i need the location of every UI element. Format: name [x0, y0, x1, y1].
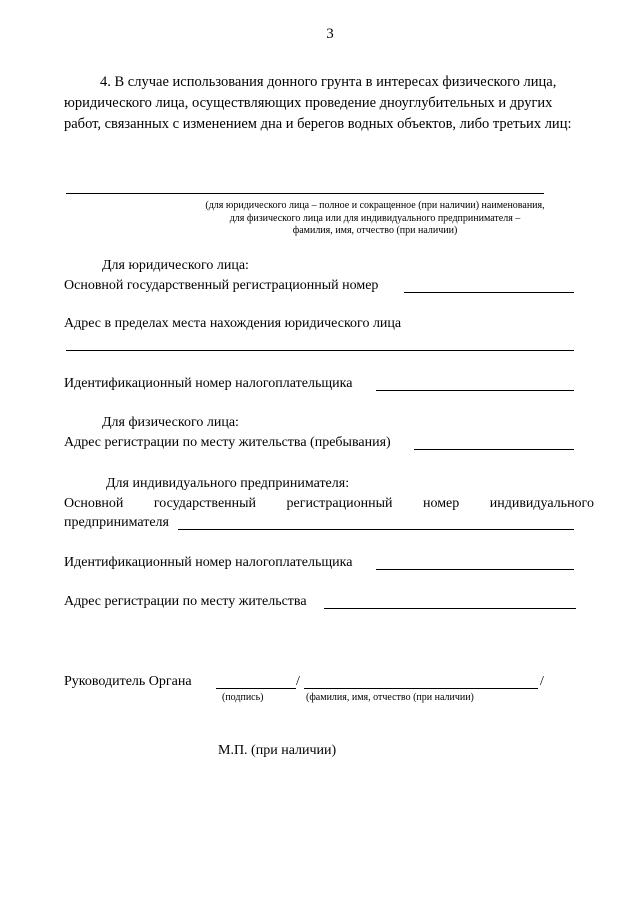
entrepreneur-inn-field-line[interactable] [376, 569, 574, 570]
entrepreneur-inn-label: Идентификационный номер налогоплательщика [64, 555, 353, 570]
stamp-placeholder: М.П. (при наличии) [218, 743, 337, 758]
entrepreneur-address-field-line[interactable] [324, 608, 576, 609]
individual-address-label: Адрес регистрации по месту жительства (пребывания) [64, 435, 391, 450]
note-line-2: для физического лица или для индивидуального предпринимателя – [229, 212, 521, 224]
note-line-3: фамилия, имя, отчество (при наличии) [292, 225, 458, 236]
signature-field-line[interactable] [216, 688, 296, 689]
name-field-line[interactable] [66, 193, 544, 194]
ogrn-field-line[interactable] [404, 292, 574, 293]
ogrn-label: Основной государственный регистрационный номер [64, 278, 379, 293]
intro-paragraph [64, 72, 594, 135]
signature-slash-left: / [296, 674, 300, 689]
head-name-caption: (фамилия, имя, отчество (при наличии) [306, 692, 474, 703]
individual-address-field-line[interactable] [414, 449, 574, 450]
legal-address-label: Адрес в пределах места нахождения юридического лица [64, 316, 402, 331]
entrepreneur-address-label: Адрес регистрации по месту жительства [64, 594, 307, 609]
ogrnip-word-4: номер [422, 496, 460, 511]
name-field-note [170, 200, 580, 238]
page-number: 3 [326, 26, 334, 42]
legal-entity-heading: Для юридического лица: [102, 258, 249, 273]
head-name-field-line[interactable] [304, 688, 538, 689]
ogrnip-word-1: Основной [64, 496, 124, 511]
paragraph-line-1: 4. В случае использования донного грунта в интересах физического лица, [100, 74, 557, 90]
ogrnip-label-continuation: предпринимателя [64, 515, 169, 530]
legal-inn-field-line[interactable] [376, 390, 574, 391]
legal-address-field-line[interactable] [66, 350, 574, 351]
ogrnip-word-2: государственный [153, 496, 257, 511]
ogrnip-word-3: регистрационный [286, 496, 393, 511]
ogrnip-label-line [64, 496, 594, 512]
note-line-1: (для юридического лица – полное и сокращенное (при наличии) наименования, [205, 200, 545, 211]
signature-slash-right: / [540, 674, 544, 689]
ogrnip-field-line[interactable] [178, 529, 574, 530]
paragraph-line-3: работ, связанных с изменением дна и берегов водных объектов, либо третьих лиц: [64, 116, 572, 132]
ogrnip-word-5: индивидуального [489, 496, 594, 511]
paragraph-line-2: юридического лица, осуществляющих проведение дноуглубительных и других [64, 95, 553, 111]
head-of-organ-label: Руководитель Органа [64, 674, 192, 689]
individual-heading: Для физического лица: [102, 415, 239, 430]
signature-caption: (подпись) [222, 692, 264, 703]
entrepreneur-heading: Для индивидуального предпринимателя: [106, 476, 350, 491]
legal-inn-label: Идентификационный номер налогоплательщика [64, 376, 353, 391]
